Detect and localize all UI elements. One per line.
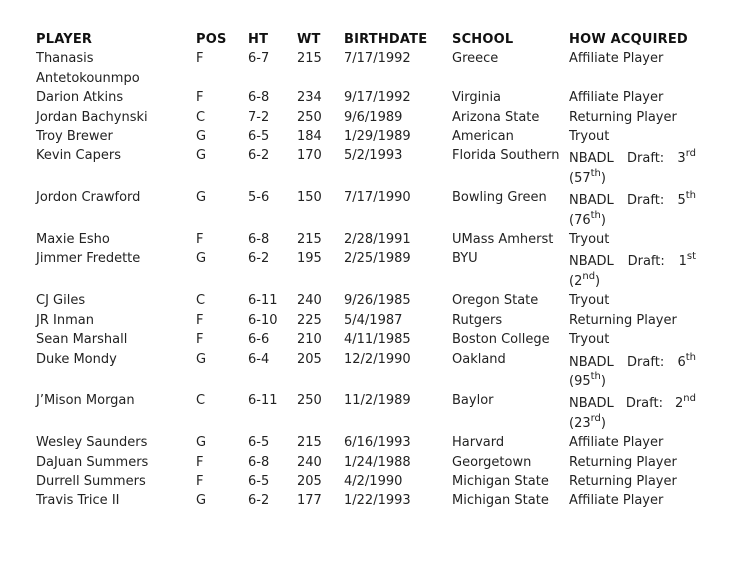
player-weight: 240 — [297, 293, 322, 309]
draft-round: 3rd — [677, 148, 696, 167]
player-name: Sean Marshall — [36, 332, 128, 348]
table-row — [36, 472, 696, 491]
player-height: 6-4 — [248, 351, 270, 367]
table-row — [36, 391, 696, 433]
player-position: F — [196, 454, 204, 470]
player-position: F — [196, 312, 204, 328]
player-how-acquired: Tryout — [569, 332, 610, 348]
player-birthdate: 2/28/1991 — [344, 232, 411, 248]
player-weight: 225 — [297, 312, 322, 328]
table-row — [36, 291, 696, 310]
draft-pick: (95th) — [569, 370, 606, 389]
player-how-acquired — [569, 249, 696, 291]
player-position: F — [196, 90, 204, 106]
player-weight: 195 — [297, 251, 322, 267]
player-name: Duke Mondy — [36, 351, 117, 367]
player-how-acquired — [569, 350, 696, 392]
player-position: F — [196, 51, 204, 67]
player-weight: 250 — [297, 393, 322, 409]
player-how-acquired: Affiliate Player — [569, 90, 664, 106]
player-birthdate: 7/17/1990 — [344, 190, 411, 206]
player-position: G — [196, 435, 207, 451]
player-weight: 205 — [297, 473, 322, 489]
header-wt: WT — [297, 32, 321, 47]
player-name: Jordan Bachynski — [36, 109, 148, 125]
player-name: JR Inman — [36, 312, 94, 328]
player-height: 7-2 — [248, 109, 270, 125]
roster-body — [36, 49, 696, 510]
player-birthdate: 1/29/1989 — [344, 129, 411, 145]
player-weight: 150 — [297, 190, 322, 206]
header-how-acquired: HOW ACQUIRED — [569, 32, 688, 47]
player-height: 5-6 — [248, 190, 270, 206]
player-weight: 215 — [297, 435, 322, 451]
player-position: G — [196, 190, 207, 206]
player-how-acquired: Tryout — [569, 293, 610, 309]
table-row — [36, 350, 696, 392]
player-position: G — [196, 351, 207, 367]
player-name: Darion Atkins — [36, 90, 124, 106]
player-height: 6-5 — [248, 473, 270, 489]
player-position: C — [196, 293, 206, 309]
table-row — [36, 49, 696, 88]
player-position: C — [196, 393, 206, 409]
table-row — [36, 188, 696, 230]
player-name: Kevin Capers — [36, 148, 121, 164]
draft-round: 1st — [678, 251, 696, 270]
player-how-acquired: Affiliate Player — [569, 493, 664, 509]
player-weight: 234 — [297, 90, 322, 106]
player-school: Arizona State — [452, 109, 540, 125]
player-birthdate: 9/26/1985 — [344, 293, 411, 309]
player-name: Wesley Saunders — [36, 435, 148, 451]
player-how-acquired — [569, 391, 696, 433]
player-birthdate: 9/6/1989 — [344, 109, 403, 125]
player-position: F — [196, 232, 204, 248]
player-birthdate: 12/2/1990 — [344, 351, 411, 367]
player-school: Michigan State — [452, 493, 549, 509]
player-height: 6-11 — [248, 393, 278, 409]
header-birthdate: BIRTHDATE — [344, 32, 428, 47]
table-row — [36, 127, 696, 146]
draft-pick: (2nd) — [569, 270, 601, 289]
player-birthdate: 9/17/1992 — [344, 90, 411, 106]
player-weight: 215 — [297, 51, 322, 67]
player-height: 6-8 — [248, 232, 270, 248]
player-birthdate: 2/25/1989 — [344, 251, 411, 267]
player-school: Oakland — [452, 351, 506, 367]
draft-word: Draft: — [627, 151, 665, 167]
player-name: Maxie Esho — [36, 232, 110, 248]
player-position: G — [196, 251, 207, 267]
player-name: DaJuan Summers — [36, 454, 149, 470]
draft-round: 2nd — [675, 393, 696, 412]
player-school: Virginia — [452, 90, 502, 106]
player-height: 6-2 — [248, 251, 270, 267]
table-row — [36, 249, 696, 291]
player-birthdate: 4/2/1990 — [344, 473, 403, 489]
draft-league: NBADL — [569, 193, 614, 209]
table-row — [36, 433, 696, 452]
table-row — [36, 311, 696, 330]
player-birthdate: 6/16/1993 — [344, 435, 411, 451]
player-weight: 240 — [297, 454, 322, 470]
player-school: Greece — [452, 51, 499, 67]
player-school: Boston College — [452, 332, 550, 348]
player-school: Oregon State — [452, 293, 539, 309]
table-row — [36, 146, 696, 188]
player-position: G — [196, 148, 207, 164]
player-how-acquired: Tryout — [569, 129, 610, 145]
player-birthdate: 7/17/1992 — [344, 51, 411, 67]
player-school: Baylor — [452, 393, 494, 409]
player-school: Georgetown — [452, 454, 532, 470]
table-row — [36, 330, 696, 349]
player-how-acquired: Returning Player — [569, 473, 677, 489]
player-weight: 215 — [297, 232, 322, 248]
table-row — [36, 230, 696, 249]
draft-league: NBADL — [569, 151, 614, 167]
draft-round: 5th — [677, 190, 696, 209]
player-school: BYU — [452, 251, 478, 267]
header-school: SCHOOL — [452, 32, 514, 47]
player-name: Jimmer Fredette — [36, 251, 141, 267]
player-height: 6-2 — [248, 148, 270, 164]
player-height: 6-8 — [248, 90, 270, 106]
draft-league: NBADL — [569, 354, 614, 370]
player-height: 6-10 — [248, 312, 278, 328]
draft-word: Draft: — [627, 193, 665, 209]
player-school: Florida Southern — [452, 148, 560, 164]
player-height: 6-2 — [248, 493, 270, 509]
player-how-acquired: Tryout — [569, 232, 610, 248]
player-how-acquired: Returning Player — [569, 109, 677, 125]
player-birthdate: 5/2/1993 — [344, 148, 403, 164]
draft-pick: (57th) — [569, 167, 606, 186]
player-birthdate: 4/11/1985 — [344, 332, 411, 348]
player-birthdate: 1/24/1988 — [344, 454, 411, 470]
player-school: Rutgers — [452, 312, 503, 328]
player-position: G — [196, 493, 207, 509]
player-how-acquired: Affiliate Player — [569, 435, 664, 451]
player-school: American — [452, 129, 514, 145]
player-name: J’Mison Morgan — [36, 393, 135, 409]
player-height: 6-11 — [248, 293, 278, 309]
player-name: Travis Trice II — [36, 493, 120, 509]
player-name: Troy Brewer — [36, 129, 113, 145]
player-height: 6-6 — [248, 332, 270, 348]
draft-pick: (76th) — [569, 209, 606, 228]
draft-pick: (23rd) — [569, 412, 606, 431]
player-school: Bowling Green — [452, 190, 547, 206]
player-how-acquired — [569, 146, 696, 188]
player-birthdate: 1/22/1993 — [344, 493, 411, 509]
player-how-acquired: Returning Player — [569, 454, 677, 470]
draft-round: 6th — [677, 351, 696, 370]
player-position: C — [196, 109, 206, 125]
draft-league: NBADL — [569, 254, 614, 270]
draft-word: Draft: — [625, 396, 663, 412]
player-weight: 170 — [297, 148, 322, 164]
header-ht: HT — [248, 32, 269, 47]
table-row — [36, 491, 696, 510]
player-name: CJ Giles — [36, 293, 86, 309]
player-name: Jordon Crawford — [36, 190, 141, 206]
header-player: PLAYER — [36, 32, 93, 47]
player-school: UMass Amherst — [452, 232, 554, 248]
player-weight: 210 — [297, 332, 322, 348]
player-how-acquired: Returning Player — [569, 312, 677, 328]
player-weight: 184 — [297, 129, 322, 145]
header-row — [36, 30, 696, 49]
player-weight: 177 — [297, 493, 322, 509]
table-row — [36, 88, 696, 107]
draft-word: Draft: — [627, 254, 665, 270]
player-height: 6-5 — [248, 129, 270, 145]
table-row — [36, 108, 696, 127]
player-name: Durrell Summers — [36, 473, 146, 489]
player-how-acquired: Affiliate Player — [569, 51, 664, 67]
table-row — [36, 453, 696, 472]
draft-league: NBADL — [569, 396, 614, 412]
player-position: F — [196, 332, 204, 348]
player-position: G — [196, 129, 207, 145]
header-pos: POS — [196, 32, 227, 47]
player-school: Michigan State — [452, 473, 549, 489]
player-weight: 250 — [297, 109, 322, 125]
player-how-acquired — [569, 188, 696, 230]
player-height: 6-7 — [248, 51, 270, 67]
player-weight: 205 — [297, 351, 322, 367]
draft-word: Draft: — [627, 354, 665, 370]
roster-table — [36, 30, 696, 511]
player-birthdate: 11/2/1989 — [344, 393, 411, 409]
player-position: F — [196, 473, 204, 489]
player-height: 6-8 — [248, 454, 270, 470]
player-school: Harvard — [452, 435, 505, 451]
player-name: Thanasis Antetokounmpo — [36, 51, 140, 86]
player-height: 6-5 — [248, 435, 270, 451]
player-birthdate: 5/4/1987 — [344, 312, 403, 328]
